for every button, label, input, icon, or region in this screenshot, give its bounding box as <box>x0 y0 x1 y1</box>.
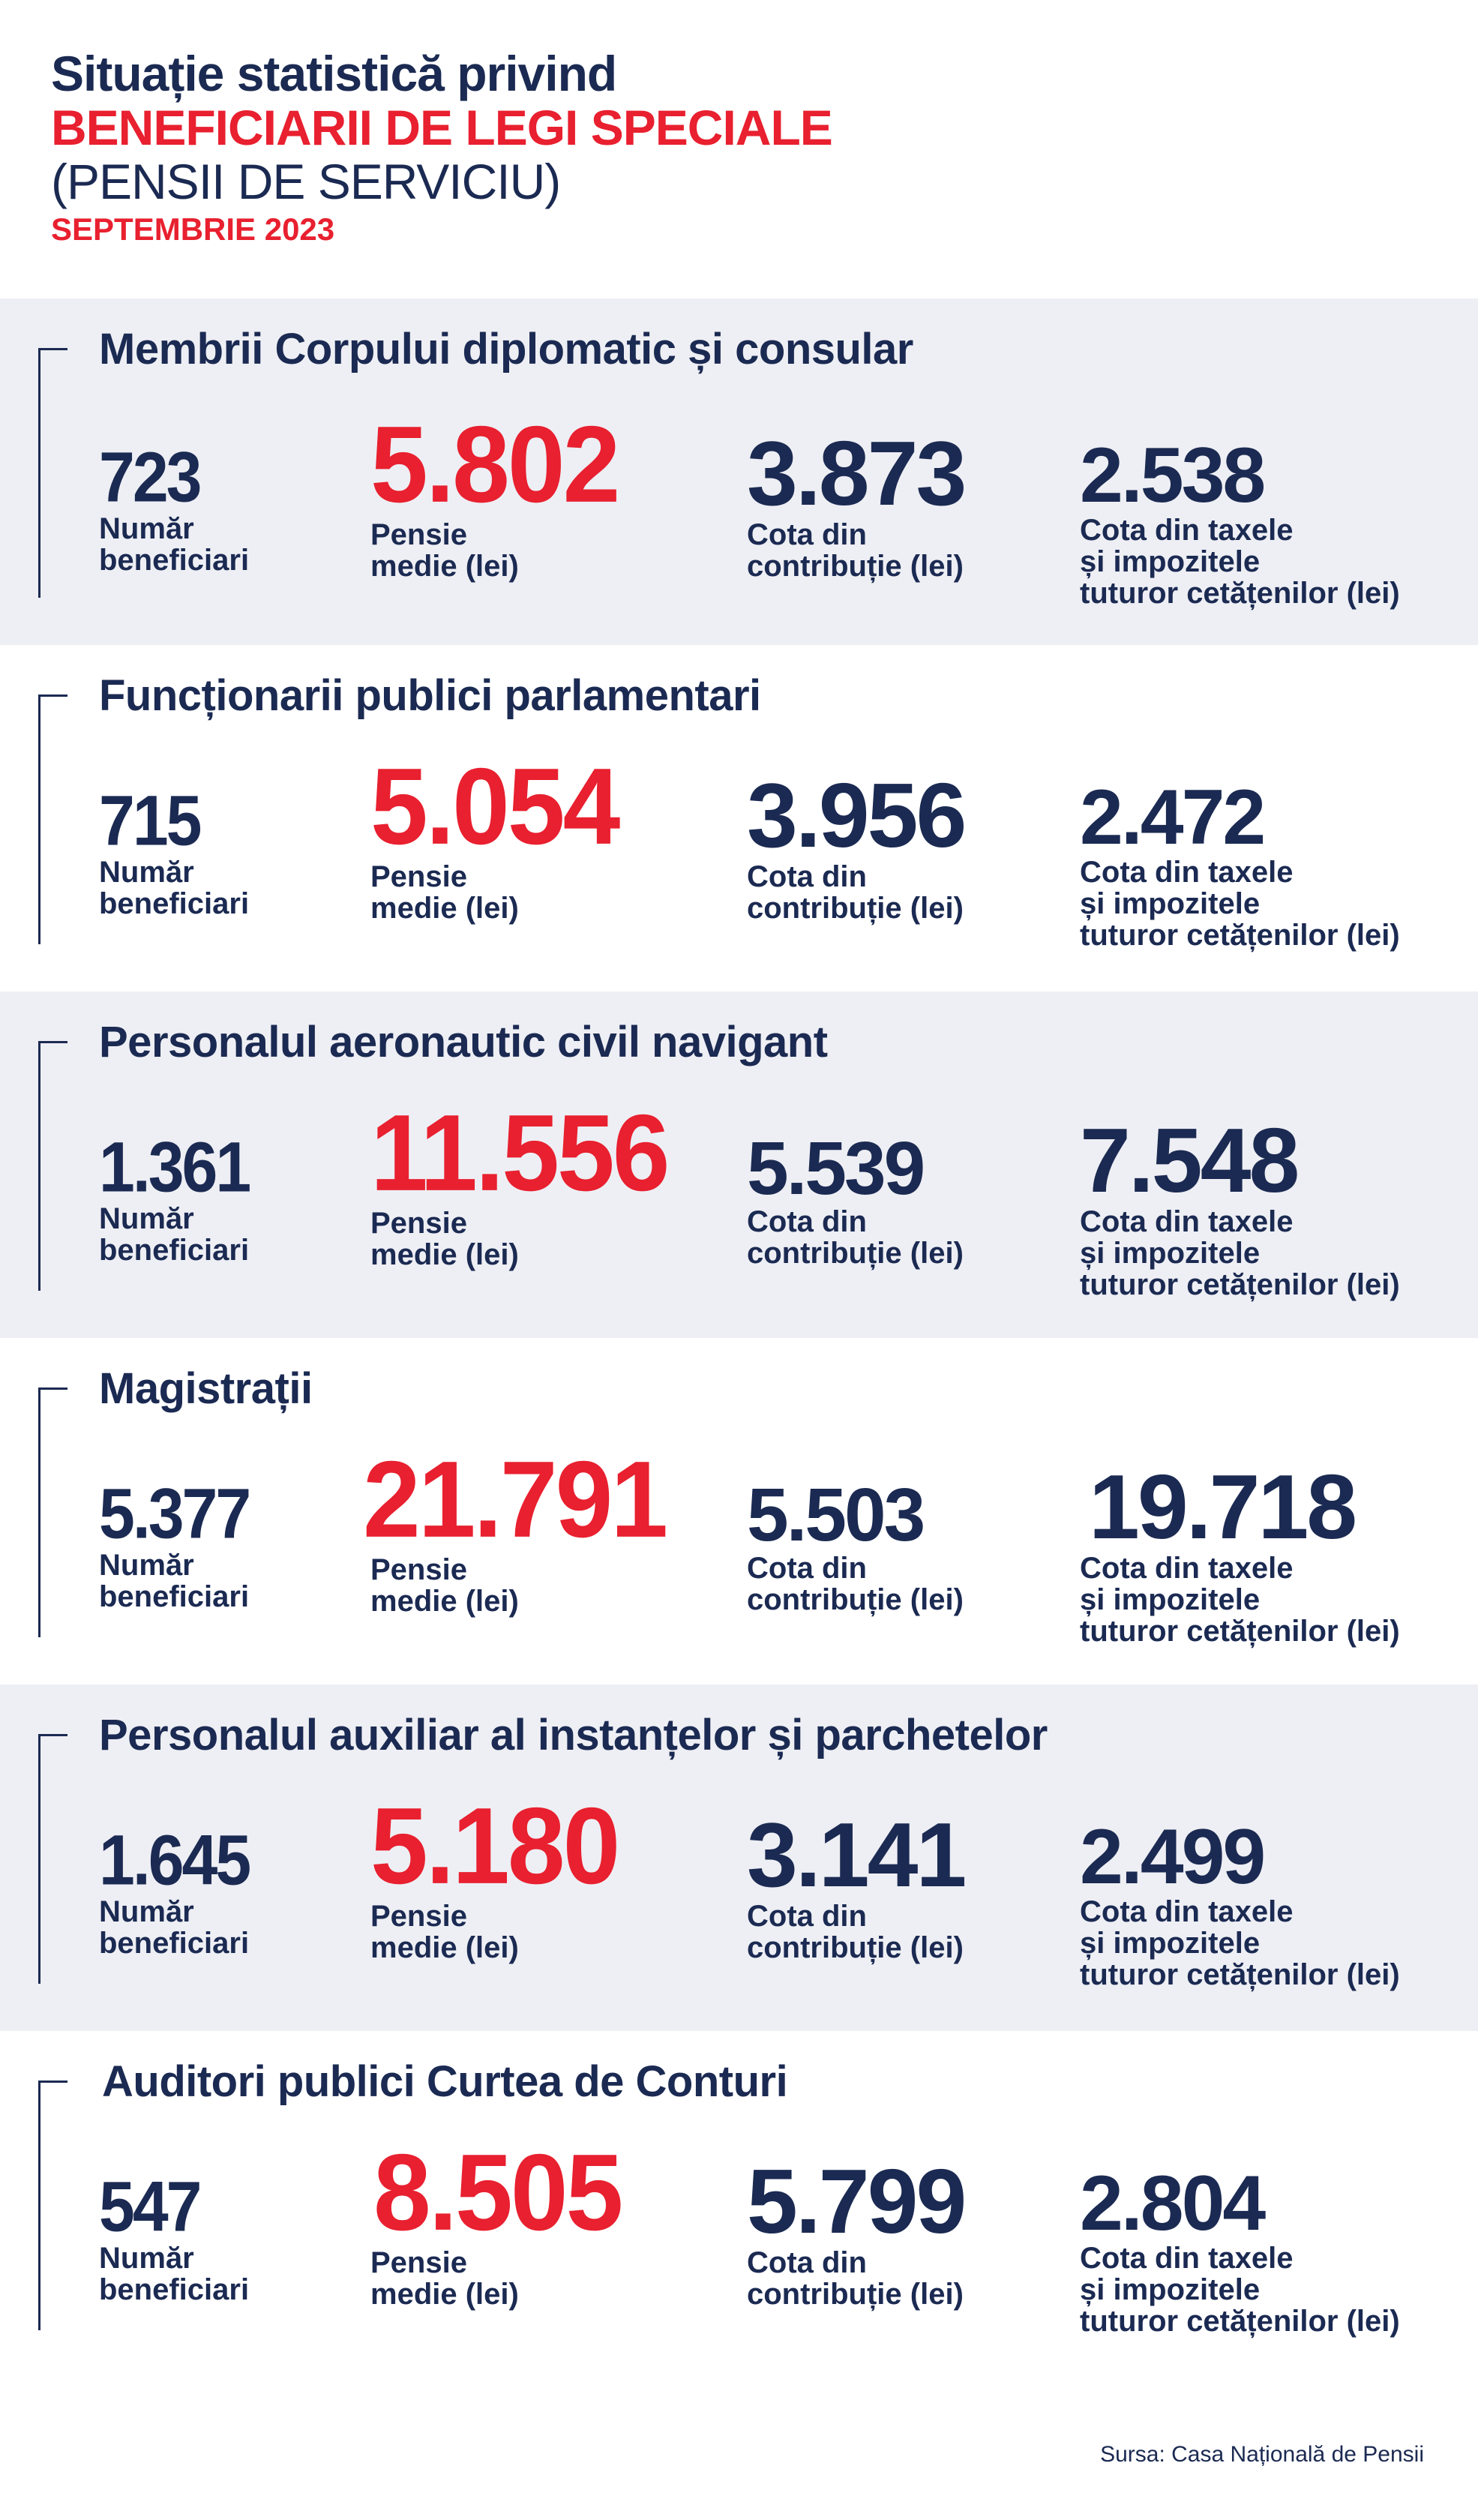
header-date: SEPTEMBRIE 2023 <box>51 212 335 247</box>
section-title: Personalul aeronautic civil navigant <box>99 1018 828 1066</box>
section-title: Personalul auxiliar al instanțelor și parchetelor <box>99 1711 1048 1760</box>
beneficiari-value: 547 <box>99 2167 200 2247</box>
section-title: Auditori publici Curtea de Conturi <box>102 2057 788 2106</box>
beneficiari-value: 5.377 <box>99 1474 250 1554</box>
pensie-label: Pensie medie (lei) <box>370 518 519 583</box>
pensie-value: 5.802 <box>370 404 619 526</box>
stat-taxe <box>1080 774 1400 952</box>
section-aeronautic <box>0 992 1478 1338</box>
contributie-value: 3.956 <box>747 764 965 866</box>
contributie-label: Cota din contribuție (lei) <box>747 2246 964 2311</box>
taxe-value: 2.472 <box>1080 774 1264 861</box>
taxe-value: 2.538 <box>1080 432 1264 519</box>
source-note: Sursa: Casa Națională de Pensii <box>1100 2442 1424 2467</box>
taxe-value: 2.499 <box>1080 1814 1264 1900</box>
section-parlamentari <box>0 645 1478 992</box>
section-bracket <box>38 348 67 598</box>
stat-beneficiari <box>99 1127 250 1267</box>
pensie-label: Pensie medie (lei) <box>370 1207 519 1271</box>
section-bracket <box>38 1734 67 1984</box>
stat-beneficiari <box>99 1820 250 1960</box>
stat-beneficiari <box>99 437 250 577</box>
stat-pensie <box>370 2132 622 2311</box>
contributie-label: Cota din contribuție (lei) <box>747 860 964 925</box>
contributie-value: 5.503 <box>747 1473 924 1557</box>
pensie-label: Pensie medie (lei) <box>370 860 519 925</box>
stat-contributie <box>747 764 965 925</box>
section-bracket <box>38 2080 67 2330</box>
taxe-label: Cota din taxele și impozitele tuturor cetățenilor (lei) <box>1080 1552 1400 1648</box>
header-title-line2: BENEFICIARII DE LEGI SPECIALE <box>51 100 832 155</box>
section-magistrati <box>0 1338 1478 1684</box>
section-bracket <box>38 1041 67 1291</box>
beneficiari-value: 1.361 <box>99 1127 250 1208</box>
stat-taxe <box>1080 2160 1400 2338</box>
stat-pensie <box>370 1092 668 1271</box>
section-bracket <box>38 1388 67 1637</box>
section-auditori <box>0 2031 1478 2378</box>
stat-beneficiari <box>99 1474 250 1613</box>
stat-beneficiari <box>99 2167 250 2306</box>
pensie-label: Pensie medie (lei) <box>370 1900 519 1964</box>
stat-taxe <box>1080 432 1400 610</box>
header-title-line1: Situație statistică privind <box>51 46 617 101</box>
taxe-value: 19.718 <box>1089 1456 1356 1558</box>
beneficiari-label: Număr beneficiari <box>99 1202 250 1267</box>
contributie-label: Cota din contribuție (lei) <box>747 1900 964 1964</box>
section-title: Funcționarii publici parlamentari <box>99 671 761 720</box>
beneficiari-value: 723 <box>99 437 200 518</box>
stat-beneficiari <box>99 781 250 920</box>
stat-contributie <box>747 1473 964 1616</box>
pensie-value: 21.791 <box>363 1438 667 1561</box>
pensie-value: 5.180 <box>370 1785 619 1907</box>
header-title-line3: (PENSII DE SERVICIU) <box>51 154 561 209</box>
stat-taxe <box>1080 1456 1400 1648</box>
taxe-label: Cota din taxele și impozitele tuturor cetățenilor (lei) <box>1080 856 1400 952</box>
section-title: Membrii Corpului diplomatic și consular <box>99 325 913 374</box>
pensie-label: Pensie medie (lei) <box>370 2246 519 2311</box>
taxe-label: Cota din taxele și impozitele tuturor cetățenilor (lei) <box>1080 1895 1400 1991</box>
stat-contributie <box>747 422 965 583</box>
stat-pensie <box>363 1438 667 1618</box>
stat-contributie <box>747 1804 965 1964</box>
contributie-label: Cota din contribuție (lei) <box>747 1552 964 1616</box>
contributie-value: 3.873 <box>747 422 965 524</box>
beneficiari-value: 715 <box>99 781 200 861</box>
pensie-value: 8.505 <box>373 2132 622 2254</box>
taxe-label: Cota din taxele și impozitele tuturor cetățenilor (lei) <box>1080 2242 1400 2338</box>
beneficiari-label: Număr beneficiari <box>99 1549 250 1613</box>
beneficiari-value: 1.645 <box>99 1820 250 1900</box>
stat-pensie <box>370 746 619 925</box>
contributie-value: 5.799 <box>747 2150 965 2252</box>
pensie-label: Pensie medie (lei) <box>370 1553 519 1618</box>
header <box>51 46 832 249</box>
pensie-value: 5.054 <box>370 746 619 868</box>
contributie-value: 3.141 <box>747 1804 965 1906</box>
beneficiari-label: Număr beneficiari <box>99 1895 250 1960</box>
stat-pensie <box>370 404 619 583</box>
taxe-label: Cota din taxele și impozitele tuturor cetățenilor (lei) <box>1080 1205 1400 1301</box>
taxe-label: Cota din taxele și impozitele tuturor cetățenilor (lei) <box>1080 514 1400 610</box>
stat-taxe <box>1080 1109 1400 1301</box>
stat-contributie <box>747 2150 965 2311</box>
stat-pensie <box>370 1785 619 1964</box>
contributie-label: Cota din contribuție (lei) <box>747 518 964 583</box>
section-auxiliar <box>0 1684 1478 2031</box>
beneficiari-label: Număr beneficiari <box>99 512 250 577</box>
section-diplomatic <box>0 298 1478 645</box>
section-bracket <box>38 694 67 944</box>
pensie-value: 11.556 <box>370 1092 668 1214</box>
taxe-value: 7.548 <box>1080 1109 1298 1211</box>
stat-contributie <box>747 1126 964 1270</box>
section-title: Magistrații <box>99 1364 313 1413</box>
taxe-value: 2.804 <box>1080 2160 1264 2247</box>
contributie-label: Cota din contribuție (lei) <box>747 1205 964 1270</box>
stat-taxe <box>1080 1814 1400 1991</box>
beneficiari-label: Număr beneficiari <box>99 2242 250 2306</box>
beneficiari-label: Număr beneficiari <box>99 856 250 920</box>
contributie-value: 5.539 <box>747 1126 924 1210</box>
